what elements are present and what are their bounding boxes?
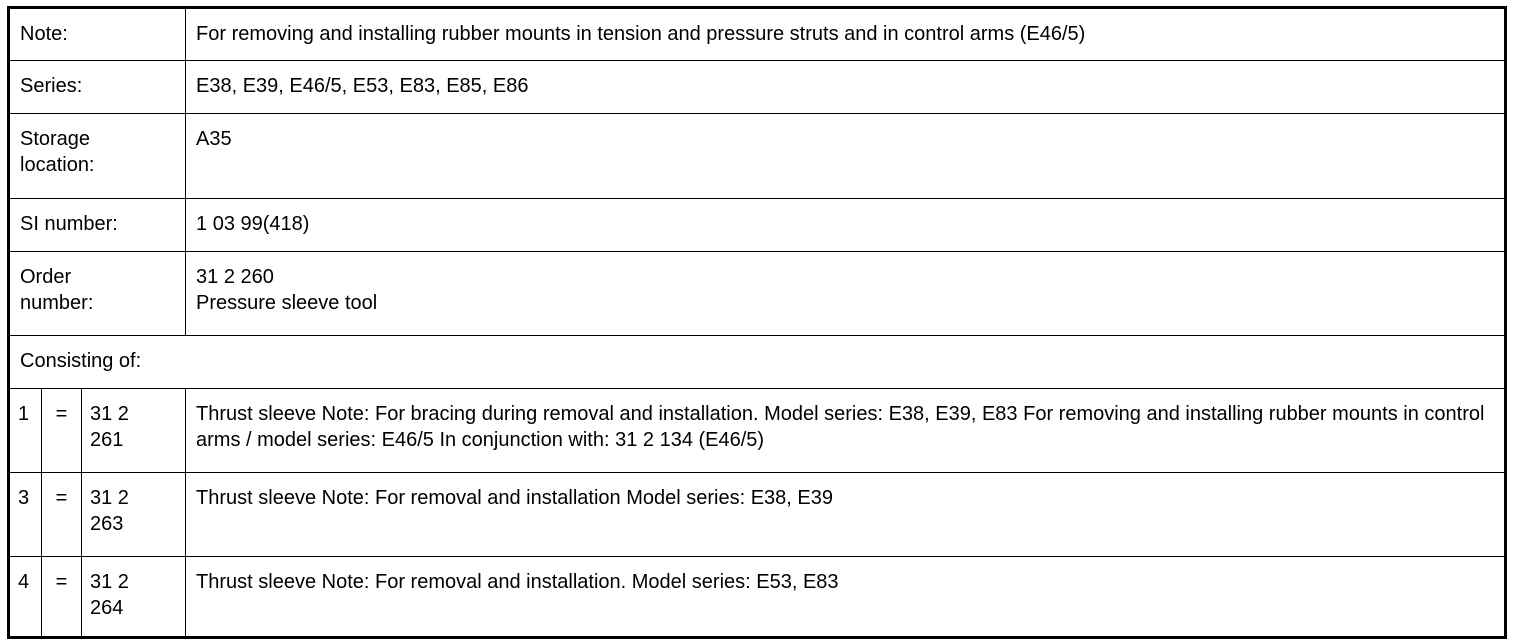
consisting-of-label: Consisting of: <box>9 336 1506 389</box>
si-number-label: SI number: <box>9 199 186 252</box>
part-row <box>9 389 1506 473</box>
part-description: Thrust sleeve Note: For bracing during removal and installation. Model series: E38, E39, E83 For removing and installing rubber mounts in control arms / model series: E46/5 In conjunction with: 31 2 134 (E46/5) <box>186 389 1506 473</box>
part-quantity: 4 <box>9 557 42 638</box>
part-equals-sign: = <box>42 557 82 638</box>
part-number: 31 2 263 <box>82 473 186 557</box>
order-number-value: 31 2 260 Pressure sleeve tool <box>186 252 1506 336</box>
series-value: E38, E39, E46/5, E53, E83, E85, E86 <box>186 61 1506 114</box>
special-tool-info-table <box>7 6 1507 639</box>
part-equals-sign: = <box>42 389 82 473</box>
series-label: Series: <box>9 61 186 114</box>
part-description: Thrust sleeve Note: For removal and installation. Model series: E53, E83 <box>186 557 1506 638</box>
order-number-row <box>9 252 1506 336</box>
si-number-value: 1 03 99(418) <box>186 199 1506 252</box>
part-row <box>9 557 1506 638</box>
part-number: 31 2 264 <box>82 557 186 638</box>
si-number-row <box>9 199 1506 252</box>
consisting-of-row <box>9 336 1506 389</box>
storage-location-value: A35 <box>186 114 1506 199</box>
note-row <box>9 8 1506 61</box>
part-equals-sign: = <box>42 473 82 557</box>
storage-location-label: Storage location: <box>9 114 186 199</box>
part-quantity: 1 <box>9 389 42 473</box>
part-number: 31 2 261 <box>82 389 186 473</box>
order-number-label: Order number: <box>9 252 186 336</box>
note-value: For removing and installing rubber mounts in tension and pressure struts and in control arms (E46/5) <box>186 8 1506 61</box>
part-quantity: 3 <box>9 473 42 557</box>
storage-location-row <box>9 114 1506 199</box>
note-label: Note: <box>9 8 186 61</box>
part-description: Thrust sleeve Note: For removal and installation Model series: E38, E39 <box>186 473 1506 557</box>
part-row <box>9 473 1506 557</box>
series-row <box>9 61 1506 114</box>
